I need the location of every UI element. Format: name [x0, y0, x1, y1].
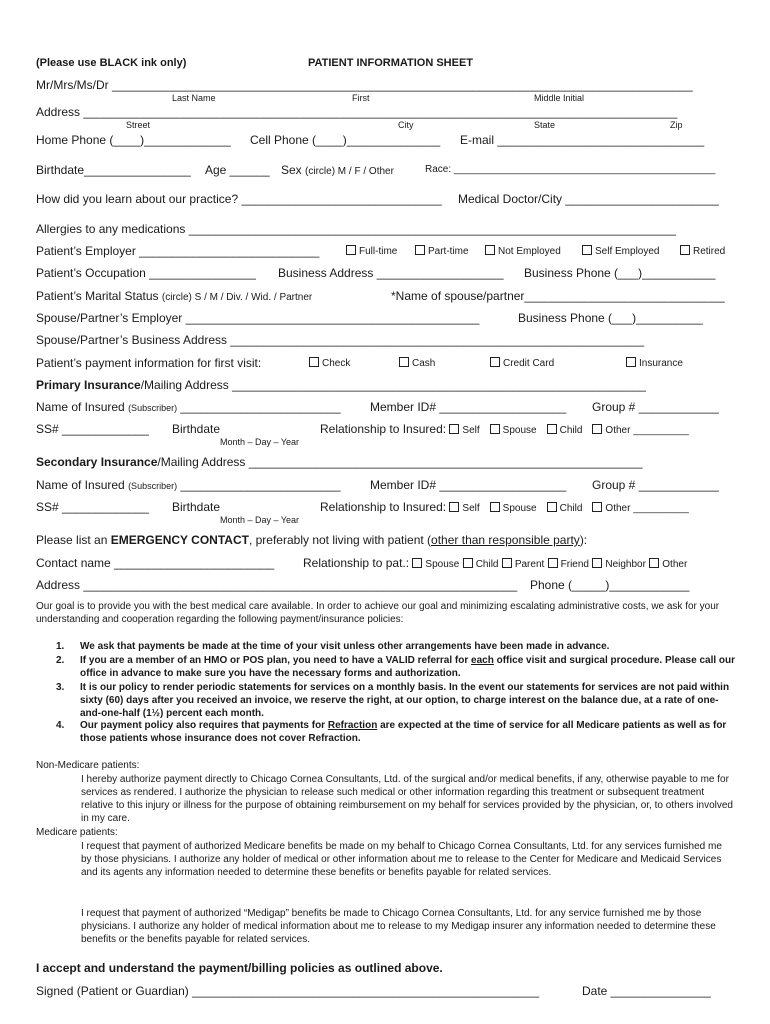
- marital-status-options[interactable]: (circle) S / M / Div. / Wid. / Partner: [161, 292, 313, 303]
- checkbox-icon[interactable]: [412, 558, 422, 568]
- payment-check-option[interactable]: Check: [309, 357, 350, 369]
- contact-address-field[interactable]: Address _________________________________________________________________: [36, 578, 518, 592]
- policy-item: 2. If you are a member of an HMO or POS plan, you need to have a VALID referral for each office visit and surgical procedure. Please call our office in advance to make sure you have the necessary forms and authorization.: [56, 655, 736, 679]
- contact-name-field[interactable]: Contact name ________________________: [36, 556, 275, 570]
- primary-birthdate-label: Birthdate: [172, 422, 221, 436]
- marital-status-field[interactable]: [36, 289, 312, 303]
- medicare-text: I request that payment of authorized Medicare benefits be made on my behalf to Chicago Cornea Consultants, Ltd. for any services furnished me by those physicians. I authorize any holder of medical or other information about me to release to the Center for Medicare and Medicaid Services and its agents any information needed to determine these benefits or benefits payable for related services.: [81, 841, 722, 878]
- contact-spouse-option[interactable]: Spouse: [412, 559, 459, 570]
- middle-initial-hint: Middle Initial: [534, 93, 585, 103]
- zip-hint: Zip: [670, 120, 683, 130]
- policy-item: 4. Our payment policy also requires that payments for Refraction are expected at the time of service for all Medicare patients as well as for those patients whose insurance does not cover Refraction.: [56, 720, 727, 744]
- checkbox-icon[interactable]: [346, 245, 356, 255]
- employment-self-employed-option[interactable]: Self Employed: [582, 245, 659, 257]
- allergies-field[interactable]: Allergies to any medications _________________________________________________________________________: [36, 222, 676, 236]
- non-medicare-text: I hereby authorize payment directly to Chicago Cornea Consultants, Ltd. of the surgical and/or medical benefits, if any, otherwise payable to me for services as rendered. I authorize the physician to release such medical or other information regarding this treatment or subsequent treatment relative to this injury or illness for the purpose of obtaining reimbursement on my behalf for services provided by the physician, or, to others involved in my care.: [81, 774, 733, 824]
- occupation-field[interactable]: Patient’s Occupation ________________: [36, 266, 256, 280]
- name-row[interactable]: [36, 78, 734, 92]
- date-field[interactable]: Date _______________: [582, 984, 711, 998]
- payment-cash-option[interactable]: Cash: [399, 357, 435, 369]
- checkbox-icon[interactable]: [547, 424, 557, 434]
- non-medicare-heading: Non-Medicare patients:: [36, 760, 140, 771]
- state-hint: State: [534, 120, 556, 130]
- age-field[interactable]: Age ______: [205, 163, 270, 177]
- checkbox-icon[interactable]: [415, 245, 425, 255]
- signature-field[interactable]: Signed (Patient or Guardian) ____________________________________________________: [36, 984, 540, 998]
- checkbox-icon[interactable]: [582, 245, 592, 255]
- checkbox-icon[interactable]: [309, 357, 319, 367]
- spouse-business-phone-field[interactable]: Business Phone (___)__________: [518, 311, 703, 325]
- checkbox-icon[interactable]: [592, 502, 602, 512]
- form-title: PATIENT INFORMATION SHEET: [308, 57, 473, 69]
- contact-friend-option[interactable]: Friend: [548, 559, 589, 570]
- checkbox-icon[interactable]: [547, 502, 557, 512]
- race-field[interactable]: Race: _______________________________________________: [425, 164, 716, 175]
- medicare-heading: Medicare patients:: [36, 827, 118, 838]
- primary-member-id-field[interactable]: Member ID# ___________________: [370, 400, 567, 414]
- acceptance-statement: I accept and understand the payment/billing policies as outlined above.: [36, 961, 443, 975]
- payment-insurance-option[interactable]: Insurance: [626, 357, 683, 369]
- primary-group-field[interactable]: Group # ____________: [592, 400, 719, 414]
- secondary-insurance-heading: Secondary Insurance: [36, 455, 158, 469]
- policy-item: 3. It is our policy to render periodic statements for services on a monthly basis. In the event our statements for services are not paid within sixty (60) days after you received an invoice, we reserve the right, at our option, to charge interest on the balance due, at a rate of one-and-one-half (1½) percent each month.: [56, 682, 730, 719]
- rel-child-option[interactable]: Child: [547, 425, 583, 436]
- cell-phone-field[interactable]: Cell Phone (____)______________: [250, 133, 441, 147]
- rel-self-option[interactable]: Self: [449, 503, 479, 514]
- primary-insured-name-field[interactable]: Name of Insured (Subscriber) ________________________: [36, 400, 341, 414]
- home-phone-field[interactable]: Home Phone (____)_____________: [36, 133, 231, 147]
- checkbox-icon[interactable]: [449, 502, 459, 512]
- street-hint: Street: [126, 120, 151, 130]
- email-field[interactable]: E-mail _______________________________: [460, 133, 705, 147]
- checkbox-icon[interactable]: [680, 245, 690, 255]
- secondary-relationship-field[interactable]: Relationship to Insured: Self Spouse Child Other __________: [320, 500, 689, 514]
- business-phone-field[interactable]: Business Phone (___)___________: [524, 266, 716, 280]
- checkbox-icon[interactable]: [592, 424, 602, 434]
- name-field[interactable]: _______________________________________________________________________________________: [112, 78, 693, 92]
- first-name-hint: First: [352, 93, 370, 103]
- spouse-employer-field[interactable]: Spouse/Partner’s Employer ____________________________________________: [36, 311, 480, 325]
- emergency-contact-heading: Please list an EMERGENCY CONTACT, preferably not living with patient (other than responsible party):: [36, 533, 588, 547]
- checkbox-icon[interactable]: [490, 357, 500, 367]
- checkbox-icon[interactable]: [485, 245, 495, 255]
- primary-relationship-field[interactable]: Relationship to Insured: Self Spouse Child Other __________: [320, 422, 689, 436]
- medigap-text: I request that payment of authorized “Medigap” benefits be made to Chicago Cornea Consultants, Ltd. for any service furnished me by those physicians. I authorize any holder of medical information about me to release to my Medigap insurer any information needed to determine these benefits or the benefits payable for related services.: [81, 908, 716, 945]
- name-label: Mr/Mrs/Ms/Dr: [36, 78, 109, 92]
- checkbox-icon[interactable]: [399, 357, 409, 367]
- checkbox-icon[interactable]: [626, 357, 636, 367]
- contact-relationship-field[interactable]: Relationship to pat.: Spouse Child Parent Friend Neighbor Other: [303, 556, 688, 570]
- checkbox-icon[interactable]: [502, 558, 512, 568]
- last-name-hint: Last Name: [172, 93, 216, 103]
- ink-note: (Please use BLACK ink only): [36, 57, 187, 69]
- payment-info-label: Patient’s payment information for first visit:: [36, 356, 262, 370]
- rel-child-option[interactable]: Child: [547, 503, 583, 514]
- checkbox-icon[interactable]: [490, 424, 500, 434]
- address-field[interactable]: _________________________________________________________________________________________: [83, 105, 678, 119]
- primary-insurance-address-field[interactable]: Primary Insurance/Mailing Address ______________________________________________________________: [36, 378, 646, 392]
- secondary-date-hint: Month – Day – Year: [220, 515, 300, 525]
- employment-retired-option[interactable]: Retired: [680, 245, 725, 257]
- policy-intro: Our goal is to provide you with the best medical care available. In order to achieve our goal and minimizing escalating administrative costs, we ask for your understanding and cooperation regarding the following payment/insurance policies:: [36, 601, 720, 625]
- contact-other-option[interactable]: Other: [649, 559, 687, 570]
- rel-spouse-option[interactable]: Spouse: [490, 425, 537, 436]
- primary-date-hint: Month – Day – Year: [220, 437, 300, 447]
- checkbox-icon[interactable]: [463, 558, 473, 568]
- spouse-business-address-field[interactable]: Spouse/Partner’s Business Address ______________________________________________________________: [36, 333, 645, 347]
- payment-credit-card-option[interactable]: Credit Card: [490, 357, 554, 369]
- rel-other-option[interactable]: Other __________: [592, 425, 688, 436]
- secondary-member-id-field[interactable]: Member ID# ___________________: [370, 478, 567, 492]
- contact-phone-field[interactable]: Phone (_____)____________: [530, 578, 690, 592]
- employment-fulltime-option[interactable]: Full-time: [346, 245, 397, 257]
- employer-field[interactable]: Patient’s Employer ___________________________: [36, 244, 320, 258]
- primary-insurance-heading: Primary Insurance: [36, 378, 141, 392]
- address-label: Address: [36, 105, 81, 119]
- spouse-name-field[interactable]: *Name of spouse/partner______________________________: [391, 289, 725, 303]
- employment-parttime-option[interactable]: Part-time: [415, 245, 469, 257]
- rel-other-option[interactable]: Other __________: [592, 503, 688, 514]
- sex-field[interactable]: [281, 163, 394, 177]
- birthdate-field[interactable]: Birthdate________________: [36, 163, 191, 177]
- secondary-birthdate-label: Birthdate: [172, 500, 221, 514]
- secondary-ssn-field[interactable]: SS# _____________: [36, 500, 149, 514]
- checkbox-icon[interactable]: [490, 502, 500, 512]
- rel-spouse-option[interactable]: Spouse: [490, 503, 537, 514]
- checkbox-icon[interactable]: [649, 558, 659, 568]
- city-hint: City: [398, 120, 414, 130]
- secondary-insurance-address-field[interactable]: Secondary Insurance/Mailing Address ___________________________________________________________: [36, 455, 643, 469]
- contact-child-option[interactable]: Child: [463, 559, 499, 570]
- checkbox-icon[interactable]: [449, 424, 459, 434]
- checkbox-icon[interactable]: [592, 558, 602, 568]
- marital-status-label: Patient’s Marital Status: [36, 289, 159, 303]
- secondary-insured-name-field[interactable]: Name of Insured (Subscriber) ________________________: [36, 478, 341, 492]
- referral-source-field[interactable]: How did you learn about our practice? ______________________________: [36, 192, 442, 206]
- sex-label: Sex: [281, 163, 302, 177]
- contact-neighbor-option[interactable]: Neighbor: [592, 559, 646, 570]
- policy-item: 1. We ask that payments be made at the time of your visit unless other arrangements have been made in advance.: [56, 641, 610, 652]
- secondary-group-field[interactable]: Group # ____________: [592, 478, 719, 492]
- contact-parent-option[interactable]: Parent: [502, 559, 544, 570]
- rel-self-option[interactable]: Self: [449, 425, 479, 436]
- address-row[interactable]: [36, 105, 734, 119]
- primary-ssn-field[interactable]: SS# _____________: [36, 422, 149, 436]
- sex-options[interactable]: (circle) M / F / Other: [305, 166, 394, 177]
- business-address-field[interactable]: Business Address ___________________: [278, 266, 504, 280]
- medical-doctor-field[interactable]: Medical Doctor/City _______________________: [458, 192, 719, 206]
- employment-not-employed-option[interactable]: Not Employed: [485, 245, 561, 257]
- checkbox-icon[interactable]: [548, 558, 558, 568]
